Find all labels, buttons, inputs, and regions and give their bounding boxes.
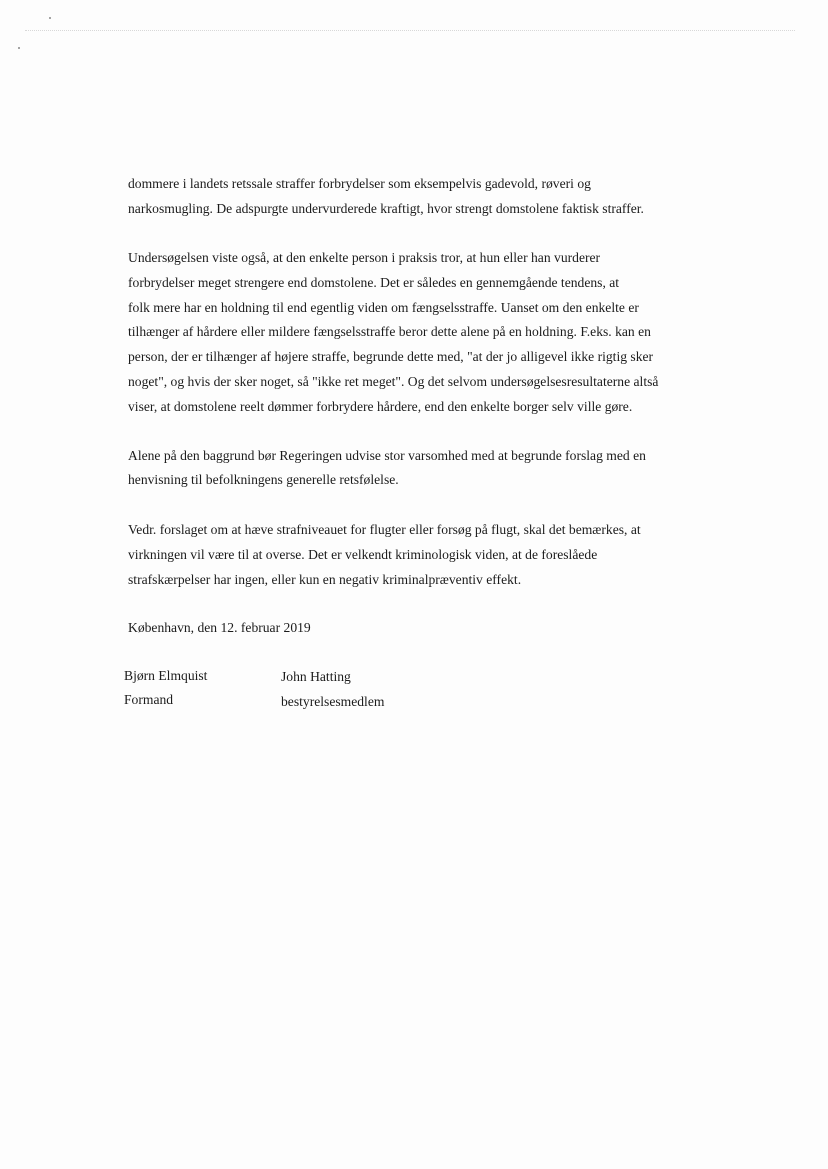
scan-speck (49, 17, 51, 19)
paragraph-2-line-4: tilhænger af hårdere eller mildere fængselsstraffe beror dette alene på en holdning. F.eks. kan en (128, 324, 651, 339)
paragraph-1-line-2: narkosmugling. De adspurgte undervurderede kraftigt, hvor strengt domstolene faktisk straffer. (128, 201, 644, 216)
paragraph-4-line-2: virkningen vil være til at overse. Det er velkendt kriminologisk viden, at de foreslåede (128, 547, 598, 562)
paragraph-3-line-2: henvisning til befolkningens generelle retsfølelse. (128, 472, 399, 487)
scan-speck (18, 47, 20, 49)
paragraph-2-line-7: viser, at domstolene reelt dømmer forbrydere hårdere, end den enkelte borger selv ville gøre. (128, 399, 633, 414)
paragraph-4-line-1: Vedr. forslaget om at hæve strafniveauet for flugter eller forsøg på flugt, skal det bemærkes, at (128, 522, 641, 537)
paragraph-2-line-6: noget", og hvis der sker noget, så "ikke ret meget". Og det selvom undersøgelsesresultaterne altså (128, 374, 659, 389)
signatory-1-name: Bjørn Elmquist (124, 668, 208, 683)
scan-artifact-line (25, 30, 795, 31)
paragraph-2-line-1: Undersøgelsen viste også, at den enkelte person i praksis tror, at hun eller han vurderer (128, 250, 601, 265)
paragraph-3-line-1: Alene på den baggrund bør Regeringen udvise stor varsomhed med at begrunde forslag med en (128, 448, 646, 463)
signatory-2-name: John Hatting (281, 669, 351, 684)
signatory-2-title: bestyrelsesmedlem (281, 694, 385, 709)
paragraph-2-line-5: person, der er tilhænger af højere straffe, begrunde dette med, "at der jo alligevel ikke rigtig sker (128, 349, 654, 364)
paragraph-1-line-1: dommere i landets retssale straffer forbrydelser som eksempelvis gadevold, røveri og (128, 176, 591, 191)
place-date: København, den 12. februar 2019 (128, 620, 311, 635)
paragraph-2-line-2: forbrydelser meget strengere end domstolene. Det er således en gennemgående tendens, at (128, 275, 620, 290)
paragraph-4-line-3: strafskærpelser har ingen, eller kun en negativ kriminalpræventiv effekt. (128, 572, 522, 587)
signatory-1-title: Formand (124, 692, 174, 707)
paragraph-2-line-3: folk mere har en holdning til end egentlig viden om fængselsstraffe. Uanset om den enkelte er (128, 300, 639, 315)
